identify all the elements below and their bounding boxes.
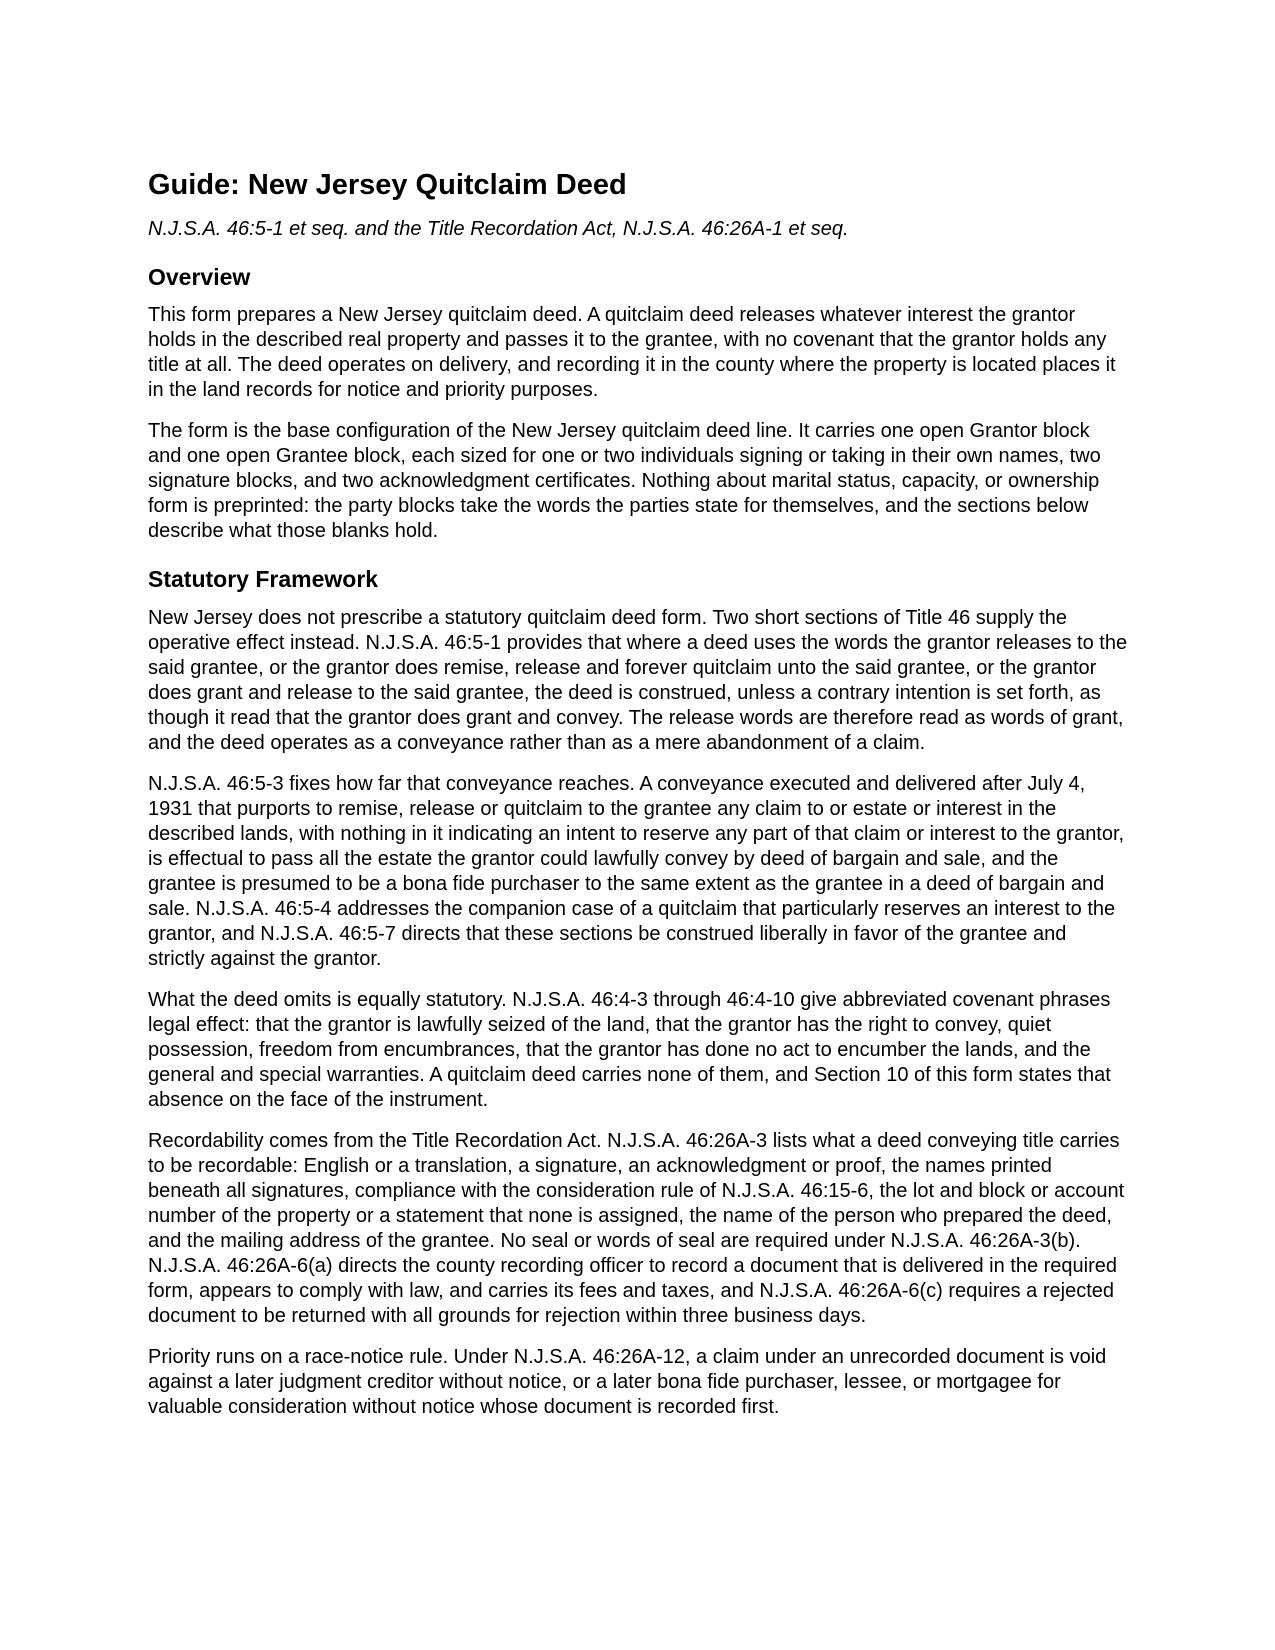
overview-paragraph: The form is the base configuration of the New Jersey quitclaim deed line. It carries one open Grantor block and one open Grantee block, each sized for one or two individuals signing or taking in their own names, two signature blocks, and two acknowledgment certificates. Nothing about marital status, capacity, or ownership form is preprinted: the party blocks take the words the parties state for themselves, and the sections below describe what those blanks hold. — [148, 420, 1101, 543]
section-heading-overview: Overview — [148, 263, 251, 290]
overview-paragraph: This form prepares a New Jersey quitclaim deed. A quitclaim deed releases whatever interest the grantor holds in the described real property and passes it to the grantee, with no covenant that the grantor holds any title at all. The deed operates on delivery, and recording it in the county where the property is located places it in the land records for notice and priority purposes. — [148, 304, 1116, 402]
section-heading-statutory-framework: Statutory Framework — [148, 566, 379, 593]
document-subtitle: N.J.S.A. 46:5-1 et seq. and the Title Recordation Act, N.J.S.A. 46:26A-1 et seq. — [148, 217, 849, 240]
framework-paragraph: What the deed omits is equally statutory. N.J.S.A. 46:4-3 through 46:4-10 give abbreviated covenant phrases legal effect: that the grantor is lawfully seized of the land, that the grantor has the right to convey, quiet possession, freedom from encumbrances, that the grantor has done no act to encumber the lands, and the general and special warranties. A quitclaim deed carries none of them, and Section 10 of this form states that absence on the face of the instrument. — [148, 988, 1111, 1111]
document-title: Guide: New Jersey Quitclaim Deed — [148, 169, 627, 201]
framework-paragraph: New Jersey does not prescribe a statutory quitclaim deed form. Two short sections of Title 46 supply the operative effect instead. N.J.S.A. 46:5-1 provides that where a deed uses the words the grantor releases to the said grantee, or the grantor does remise, release and forever quitclaim unto the said grantee, or the grantor does grant and release to the said grantee, the deed is construed, unless a contrary intention is set forth, as though it read that the grantor does grant and convey. The release words are therefore read as words of grant, and the deed operates as a conveyance rather than as a mere abandonment of a claim. — [148, 606, 1128, 754]
framework-paragraph: N.J.S.A. 46:5-3 fixes how far that conveyance reaches. A conveyance executed and delivered after July 4, 1931 that purports to remise, release or quitclaim to the grantee any claim to or estate or interest in the described lands, with nothing in it indicating an intent to reserve any part of that claim or interest to the grantor, is effectual to pass all the estate the grantor could lawfully convey by deed of bargain and sale, and the grantee is presumed to be a bona fide purchaser to the same extent as the grantee in a deed of bargain and sale. N.J.S.A. 46:5-4 addresses the companion case of a quitclaim that particularly reserves an interest to the grantor, and N.J.S.A. 46:5-7 directs that these sections be construed liberally in favor of the grantee and strictly against the grantor. — [148, 772, 1125, 970]
framework-paragraph: Priority runs on a race-notice rule. Under N.J.S.A. 46:26A-12, a claim under an unrecorded document is void against a later judgment creditor without notice, or a later bona fide purchaser, lessee, or mortgagee for valuable consideration without notice whose document is recorded first. — [148, 1345, 1107, 1418]
framework-paragraph: Recordability comes from the Title Recordation Act. N.J.S.A. 46:26A-3 lists what a deed conveying title carries to be recordable: English or a translation, a signature, an acknowledgment or proof, the names printed beneath all signatures, compliance with the consideration rule of N.J.S.A. 46:15-6, the lot and block or account number of the property or a statement that none is assigned, the name of the person who prepared the deed, and the mailing address of the grantee. No seal or words of seal are required under N.J.S.A. 46:26A-3(b). N.J.S.A. 46:26A-6(a) directs the county recording officer to record a document that is delivered in the required form, appears to comply with law, and carries its fees and taxes, and N.J.S.A. 46:26A-6(c) requires a rejected document to be returned with all grounds for rejection within three business days. — [148, 1129, 1125, 1327]
document-page — [148, 168, 1128, 1420]
